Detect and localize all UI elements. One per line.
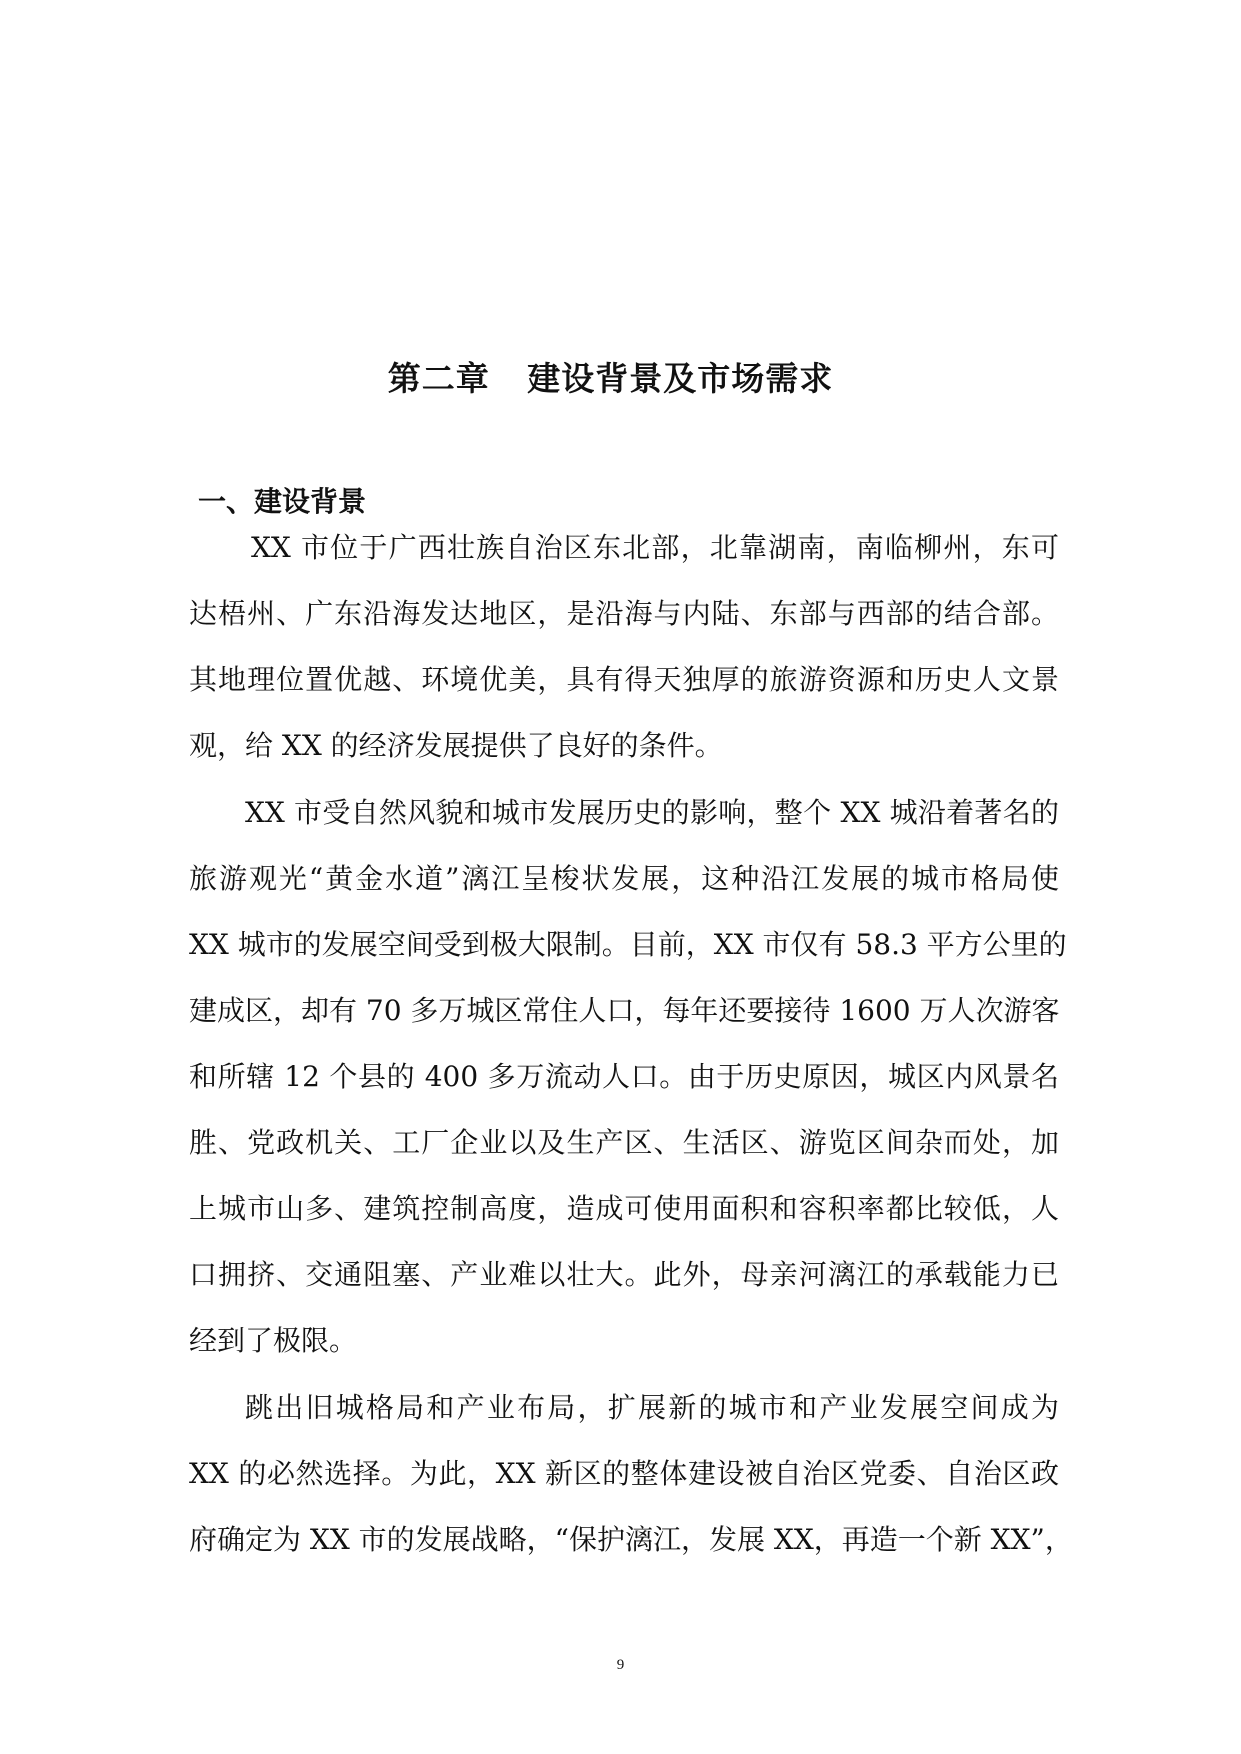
- paragraph-line: 府确定为 XX 市的发展战略，“保护漓江，发展 XX，再造一个新 XX”，: [189, 1523, 1073, 1556]
- page-number: 9: [616, 1657, 625, 1673]
- paragraph-2: [189, 780, 1067, 1374]
- paragraph-line: 口拥挤、交通阻塞、产业难以壮大。此外，母亲河漓江的承载能力已: [189, 1258, 1059, 1291]
- paragraph-line: 达梧州、广东沿海发达地区，是沿海与内陆、东部与西部的结合部。: [189, 597, 1059, 630]
- paragraph-line: 其地理位置优越、环境优美，具有得天独厚的旅游资源和历史人文景: [189, 663, 1059, 696]
- section-heading: 一、建设背景: [198, 485, 367, 518]
- paragraph-line: XX 的必然选择。为此，XX 新区的整体建设被自治区党委、自治区政: [189, 1457, 1059, 1490]
- paragraph-line: 跳出旧城格局和产业布局，扩展新的城市和产业发展空间成为: [245, 1391, 1059, 1424]
- paragraph-line: XX 市位于广西壮族自治区东北部，北靠湖南，南临柳州，东可: [251, 531, 1059, 564]
- paragraph-line: 和所辖 12 个县的 400 多万流动人口。由于历史原因，城区内风景名: [189, 1060, 1059, 1093]
- paragraph-line: XX 市受自然风貌和城市发展历史的影响，整个 XX 城沿着著名的: [245, 796, 1059, 829]
- paragraph-line: 建成区，却有 70 多万城区常住人口，每年还要接待 1600 万人次游客: [189, 994, 1060, 1027]
- paragraph-line: 旅游观光“黄金水道”漓江呈梭状发展，这种沿江发展的城市格局使: [189, 862, 1059, 895]
- paragraph-3: [189, 1375, 1073, 1573]
- paragraph-line: 胜、党政机关、工厂企业以及生产区、生活区、游览区间杂而处，加: [189, 1126, 1059, 1159]
- paragraph-line: XX 城市的发展空间受到极大限制。目前，XX 市仅有 58.3 平方公里的: [189, 928, 1067, 961]
- paragraph-line: 上城市山多、建筑控制高度，造成可使用面积和容积率都比较低，人: [189, 1192, 1059, 1225]
- paragraph-line: 观，给 XX 的经济发展提供了良好的条件。: [189, 729, 723, 762]
- paragraph-line: 经到了极限。: [189, 1324, 358, 1357]
- paragraph-1: [189, 515, 1059, 779]
- chapter-title: 第二章 建设背景及市场需求: [387, 359, 834, 398]
